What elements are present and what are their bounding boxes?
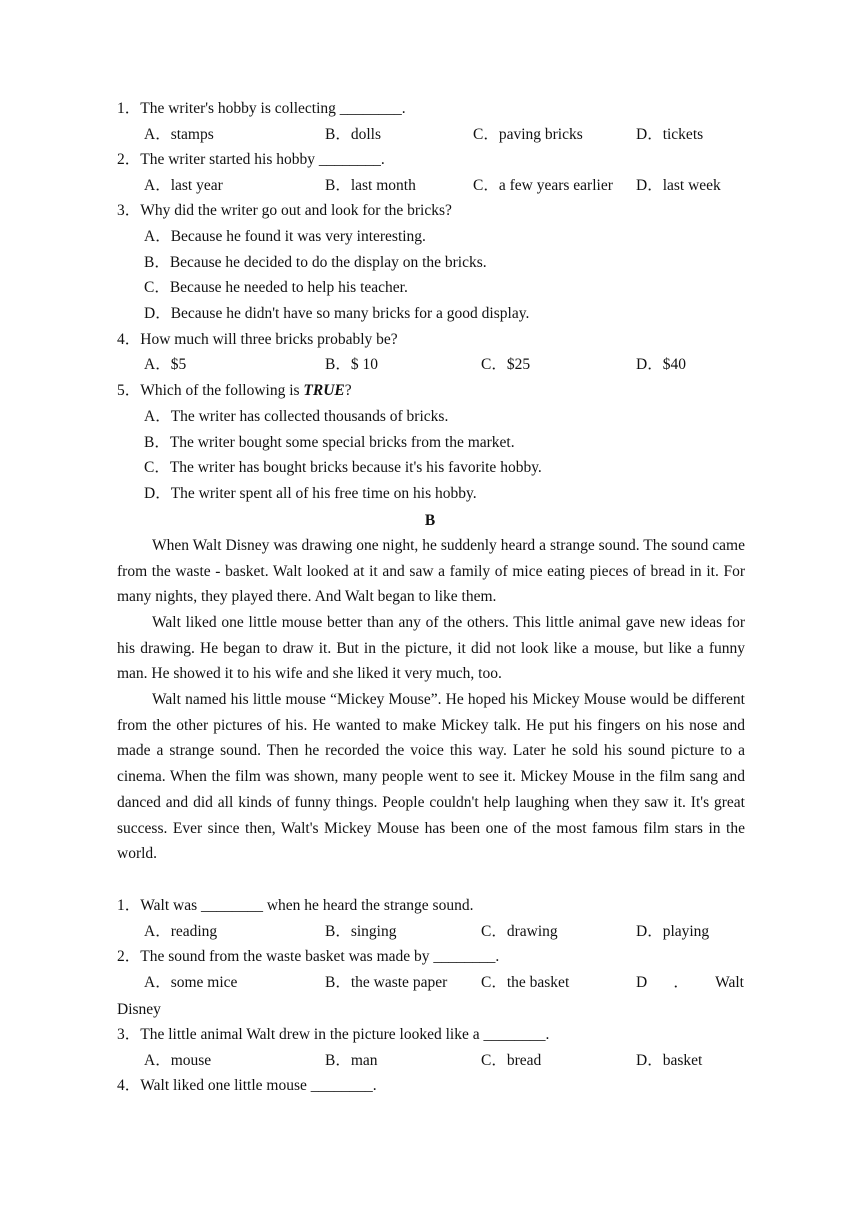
question-a5-stem	[117, 381, 352, 401]
question-a1-option-c: C．paving bricks	[473, 126, 583, 143]
question-a4-option-a: A．$5	[144, 356, 187, 373]
question-b1-option-a: A．reading	[144, 923, 218, 940]
question-b1-option-b: B．singing	[325, 923, 397, 940]
question-a2-stem: 2．The writer started his hobby ________.	[117, 151, 385, 168]
question-a5-stem-text: 5．Which of the following is	[117, 382, 304, 399]
question-b1-option-c: C．drawing	[481, 923, 558, 940]
question-a2-option-c: C．a few years earlier	[473, 177, 613, 194]
question-a5-option-a: A．The writer has collected thousands of bricks.	[144, 408, 449, 425]
question-b3-stem: 3．The little animal Walt drew in the picture looked like a ________.	[117, 1026, 550, 1043]
question-a3-option-a: A．Because he found it was very interesting.	[144, 228, 426, 245]
question-b2-option-d-word: Walt	[715, 974, 744, 991]
question-a3-stem: 3．Why did the writer go out and look for the bricks?	[117, 202, 452, 219]
question-a2-option-a: A．last year	[144, 177, 223, 194]
question-a2-option-b: B．last month	[325, 177, 416, 194]
question-b1-stem: 1．Walt was ________ when he heard the strange sound.	[117, 897, 474, 914]
question-b2-option-d-dot: ．	[673, 974, 689, 991]
question-a1-option-b: B．dolls	[325, 126, 381, 143]
question-b2-option-b: B．the waste paper	[325, 974, 448, 991]
question-b2-option-d-letter: D	[636, 974, 648, 991]
question-b3-option-d: D．basket	[636, 1052, 703, 1069]
question-b4-stem: 4．Walt liked one little mouse ________.	[117, 1077, 377, 1094]
question-a5-option-d: D．The writer spent all of his free time on his hobby.	[144, 485, 477, 502]
question-a3-option-b: B．Because he decided to do the display on the bricks.	[144, 254, 487, 271]
question-b2-stem: 2．The sound from the waste basket was made by ________.	[117, 948, 500, 965]
question-a5-stem-end: ?	[344, 382, 352, 399]
question-a2-option-d: D．last week	[636, 177, 721, 194]
passage-paragraph-3: Walt named his little mouse “Mickey Mouse”. He hoped his Mickey Mouse would be different from the other pictures of his. He wanted to make Mickey talk. He put his fingers on his nose and made a strange sound. Then he recorded the voice this way. Later he sold his sound picture to a cinema. When the film was shown, many people went to see it. Mickey Mouse in the film sang and danced and did all kinds of funny things. People couldn't help laughing when they saw it. It's great success. Ever since then, Walt's Mickey Mouse has been one of the most famous film stars in the world.	[117, 691, 745, 863]
question-a4-option-b: B．$ 10	[325, 356, 378, 373]
question-a1-option-d: D．tickets	[636, 126, 704, 143]
question-a5-option-c: C．The writer has bought bricks because it's his favorite hobby.	[144, 459, 542, 476]
question-b2-option-d	[636, 973, 744, 993]
question-a4-stem: 4．How much will three bricks probably be?	[117, 331, 398, 348]
question-a5-emphasis: TRUE	[303, 382, 345, 399]
question-a3-option-d: D．Because he didn't have so many bricks for a good display.	[144, 305, 530, 322]
question-b1-option-d: D．playing	[636, 923, 710, 940]
passage-paragraph-2: Walt liked one little mouse better than any of the others. This little animal gave new ideas for his drawing. He began to draw it. But in the picture, it did not look like a mouse, but like a funny man. He showed it to his wife and she liked it very much, too.	[117, 614, 745, 683]
section-b-heading: B	[424, 512, 436, 529]
question-a1-option-a: A．stamps	[144, 126, 214, 143]
question-b3-option-b: B．man	[325, 1052, 378, 1069]
question-a4-option-d: D．$40	[636, 356, 686, 373]
question-a4-option-c: C．$25	[481, 356, 531, 373]
question-a3-option-c: C．Because he needed to help his teacher.	[144, 279, 408, 296]
question-b2-option-c: C．the basket	[481, 974, 570, 991]
question-b3-option-c: C．bread	[481, 1052, 542, 1069]
question-b2-option-d-wrap: Disney	[117, 1001, 161, 1018]
question-a5-option-b: B．The writer bought some special bricks from the market.	[144, 434, 515, 451]
question-b3-option-a: A．mouse	[144, 1052, 212, 1069]
passage-paragraph-1: When Walt Disney was drawing one night, he suddenly heard a strange sound. The sound came from the waste - basket. Walt looked at it and saw a family of mice eating pieces of bread in it. For many nights, they played there. And Walt began to like them.	[117, 537, 745, 606]
question-a1-stem: 1．The writer's hobby is collecting ________.	[117, 100, 406, 117]
question-b2-option-a: A．some mice	[144, 974, 238, 991]
